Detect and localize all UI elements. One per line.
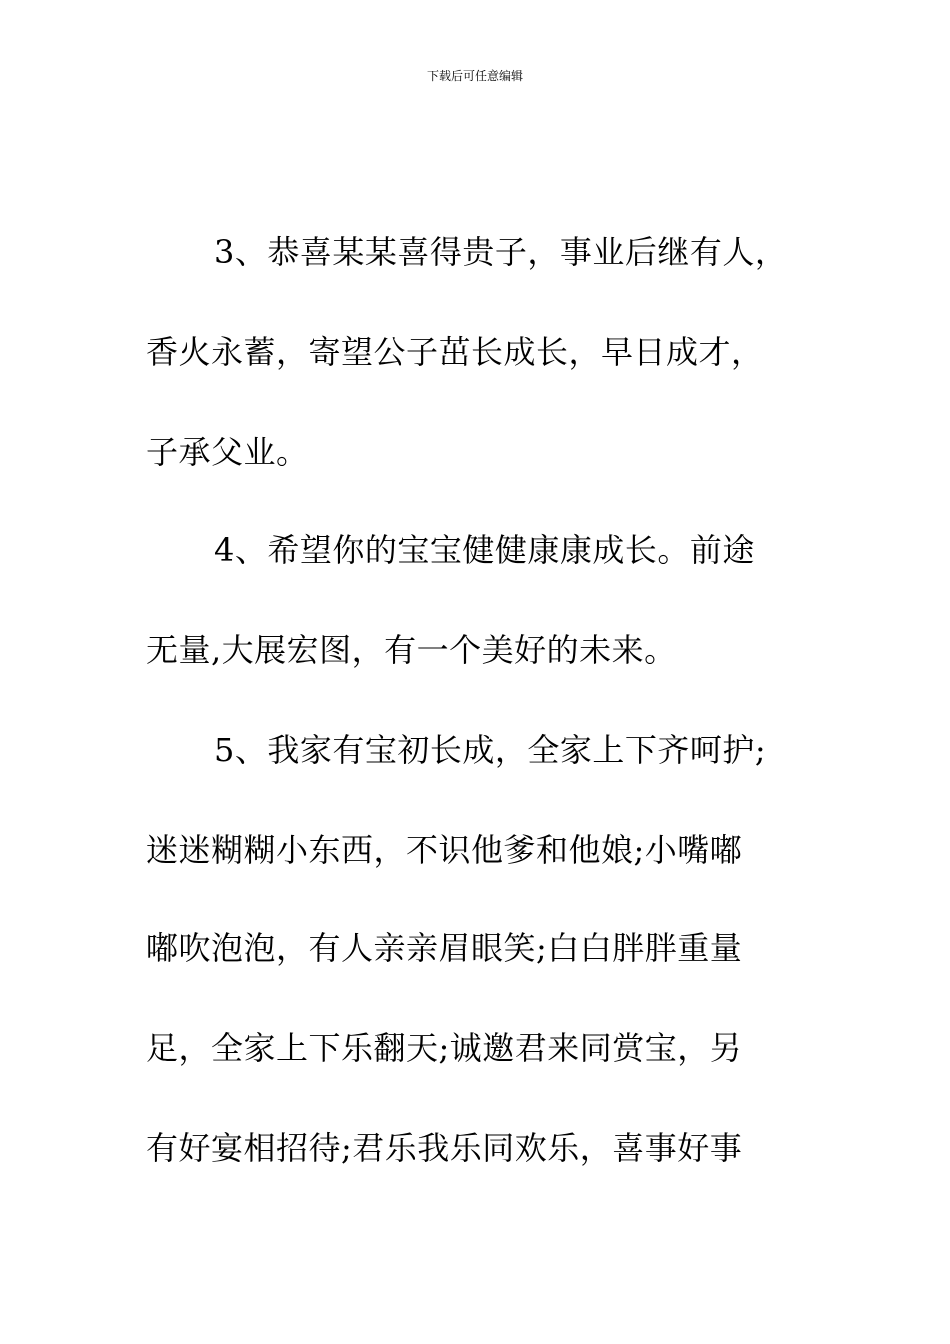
paragraph-5-line-2: 迷迷糊糊小东西，不识他爹和他娘;小嘴嘟 <box>146 831 743 869</box>
paragraph-3-line-1: 3、恭喜某某喜得贵子，事业后继有人， <box>214 233 788 271</box>
page-header: 下载后可任意编辑 <box>426 69 523 83</box>
paragraph-4-line-2: 无量,大展宏图，有一个美好的未来。 <box>146 631 677 669</box>
paragraph-5-line-1: 5、我家有宝初长成，全家上下齐呵护; <box>214 731 767 769</box>
paragraph-5-line-3: 嘟吹泡泡，有人亲亲眉眼笑;白白胖胖重量 <box>146 929 743 967</box>
paragraph-3-line-2: 香火永蓄，寄望公子茁长成长，早日成才， <box>146 333 764 371</box>
paragraph-4-line-1: 4、希望你的宝宝健健康康成长。前途 <box>214 531 755 569</box>
paragraph-3-line-3: 子承父业。 <box>146 433 309 471</box>
paragraph-5-line-5: 有好宴相招待;君乐我乐同欢乐，喜事好事 <box>146 1129 743 1167</box>
paragraph-5-line-4: 足，全家上下乐翻天;诚邀君来同赏宝，另 <box>146 1029 743 1067</box>
